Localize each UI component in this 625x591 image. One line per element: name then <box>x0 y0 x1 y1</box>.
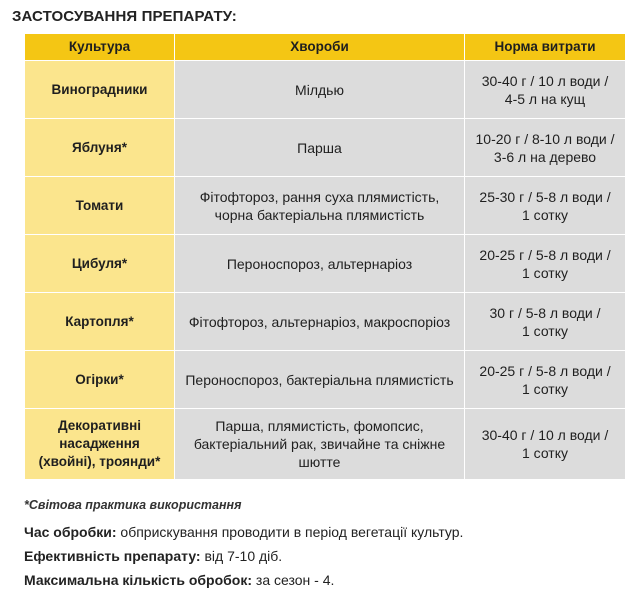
disease-cell: Фітофтороз, альтернаріоз, макроспоріоз <box>175 293 465 351</box>
rate-cell: 10-20 г / 8-10 л води / 3-6 л на дерево <box>465 119 625 177</box>
table-row <box>25 177 625 235</box>
table-row <box>25 61 625 119</box>
header-rate: Норма витрати <box>465 34 625 61</box>
rate-cell: 20-25 г / 5-8 л води / 1 сотку <box>465 235 625 293</box>
info-text: за сезон - 4. <box>252 572 335 588</box>
disease-cell: Парша <box>175 119 465 177</box>
info-label: Час обробки: <box>24 524 117 540</box>
crop-cell: Огірки* <box>25 351 175 409</box>
info-text: обприскування проводити в період вегетації культур. <box>116 524 464 540</box>
table-row <box>25 119 625 177</box>
table-header-row <box>25 34 625 61</box>
info-line-efficiency <box>24 548 282 564</box>
crop-cell: Декоративні насадження (хвойні), троянди* <box>25 409 175 480</box>
table-row <box>25 409 625 480</box>
crop-cell: Виноградники <box>25 61 175 119</box>
rate-cell: 30 г / 5-8 л води / 1 сотку <box>465 293 625 351</box>
disease-cell: Пероноспороз, бактеріальна плямистість <box>175 351 465 409</box>
disease-cell: Пероноспороз, альтернаріоз <box>175 235 465 293</box>
crop-cell: Томати <box>25 177 175 235</box>
table-row <box>25 351 625 409</box>
info-text: від 7-10 діб. <box>200 548 283 564</box>
header-crop: Культура <box>25 34 175 61</box>
disease-cell: Фітофтороз, рання суха плямистість, чорна бактеріальна плямистість <box>175 177 465 235</box>
crop-cell: Картопля* <box>25 293 175 351</box>
crop-cell: Цибуля* <box>25 235 175 293</box>
disease-cell: Мілдью <box>175 61 465 119</box>
table-row <box>25 235 625 293</box>
crop-cell: Яблуня* <box>25 119 175 177</box>
info-label: Максимальна кількість обробок: <box>24 572 253 588</box>
rate-cell: 20-25 г / 5-8 л води / 1 сотку <box>465 351 625 409</box>
table-row <box>25 293 625 351</box>
header-diseases: Хвороби <box>175 34 465 61</box>
section-heading: ЗАСТОСУВАННЯ ПРЕПАРАТУ: <box>12 8 237 25</box>
rate-cell: 30-40 г / 10 л води / 4-5 л на кущ <box>465 61 625 119</box>
rate-cell: 30-40 г / 10 л води / 1 сотку <box>465 409 625 480</box>
disease-cell: Парша, плямистість, фомопсис, бактеріальний рак, звичайне та сніжне шютте <box>175 409 465 480</box>
usage-table <box>24 33 625 480</box>
info-label: Ефективність препарату: <box>24 548 201 564</box>
rate-cell: 25-30 г / 5-8 л води / 1 сотку <box>465 177 625 235</box>
info-line-max-treatments <box>24 572 334 588</box>
footnote: *Світова практика використання <box>24 498 242 512</box>
info-line-treatment-time <box>24 524 463 540</box>
